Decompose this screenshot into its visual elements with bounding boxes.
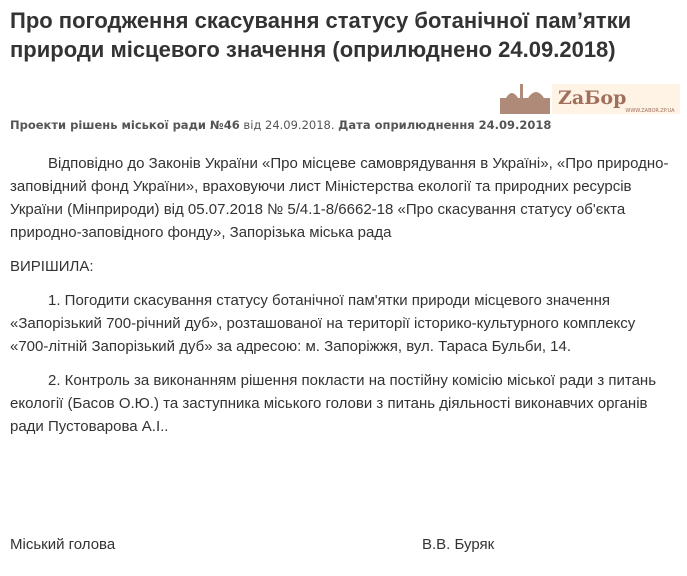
preamble: Відповідно до Законів України «Про місцеве самоврядування в Україні», «Про природно-заповідний фонд України», враховуючи лист Міністерства екології та природних ресурсів України (Мінприроди) від 05.07.2018 № 5/4.1-8/6662-18 «Про скасування статусу об'єкта природно-заповідного фонду», Запорізька міська рада — [10, 155, 669, 241]
decision-item: 2. Контроль за виконанням рішення покласти на постійну комісію міської ради з питань екології (Басов О.Ю.) та заступника міського голови з питань діяльності виконавчих органів ради Пустоварова А.І.. — [10, 372, 657, 435]
signature-name: В.В. Буряк — [422, 536, 495, 553]
signature-position: Міський голова — [10, 536, 116, 553]
category-link[interactable]: Проекти рішень міської ради №46 — [10, 118, 240, 132]
svg-text:WWW.ZABOR.ZP.UA: WWW.ZABOR.ZP.UA — [625, 108, 675, 114]
logo-text: ZaБор — [558, 87, 627, 109]
decision-item: 1. Погодити скасування статусу ботанічної пам'ятки природи місцевого значення «Запорізький 700-річний дуб», розташованої на території історико-культурного комплексу «700-літній Запорізький дуб» за адресою: м. Запоріжжя, вул. Тараса Бульби, 14. — [10, 292, 636, 355]
article-body — [10, 152, 675, 449]
from-date: від 24.09.2018. — [243, 118, 335, 132]
published-date: Дата оприлюднення 24.09.2018 — [338, 118, 552, 132]
article-meta — [10, 118, 551, 132]
zabor-logo — [500, 84, 680, 114]
decided-heading: ВИРІШИЛА: — [10, 258, 94, 275]
page-title: Про погодження скасування статусу ботанічної пам’ятки природи місцевого значення (оприлюднено 24.09.2018) — [10, 8, 632, 62]
